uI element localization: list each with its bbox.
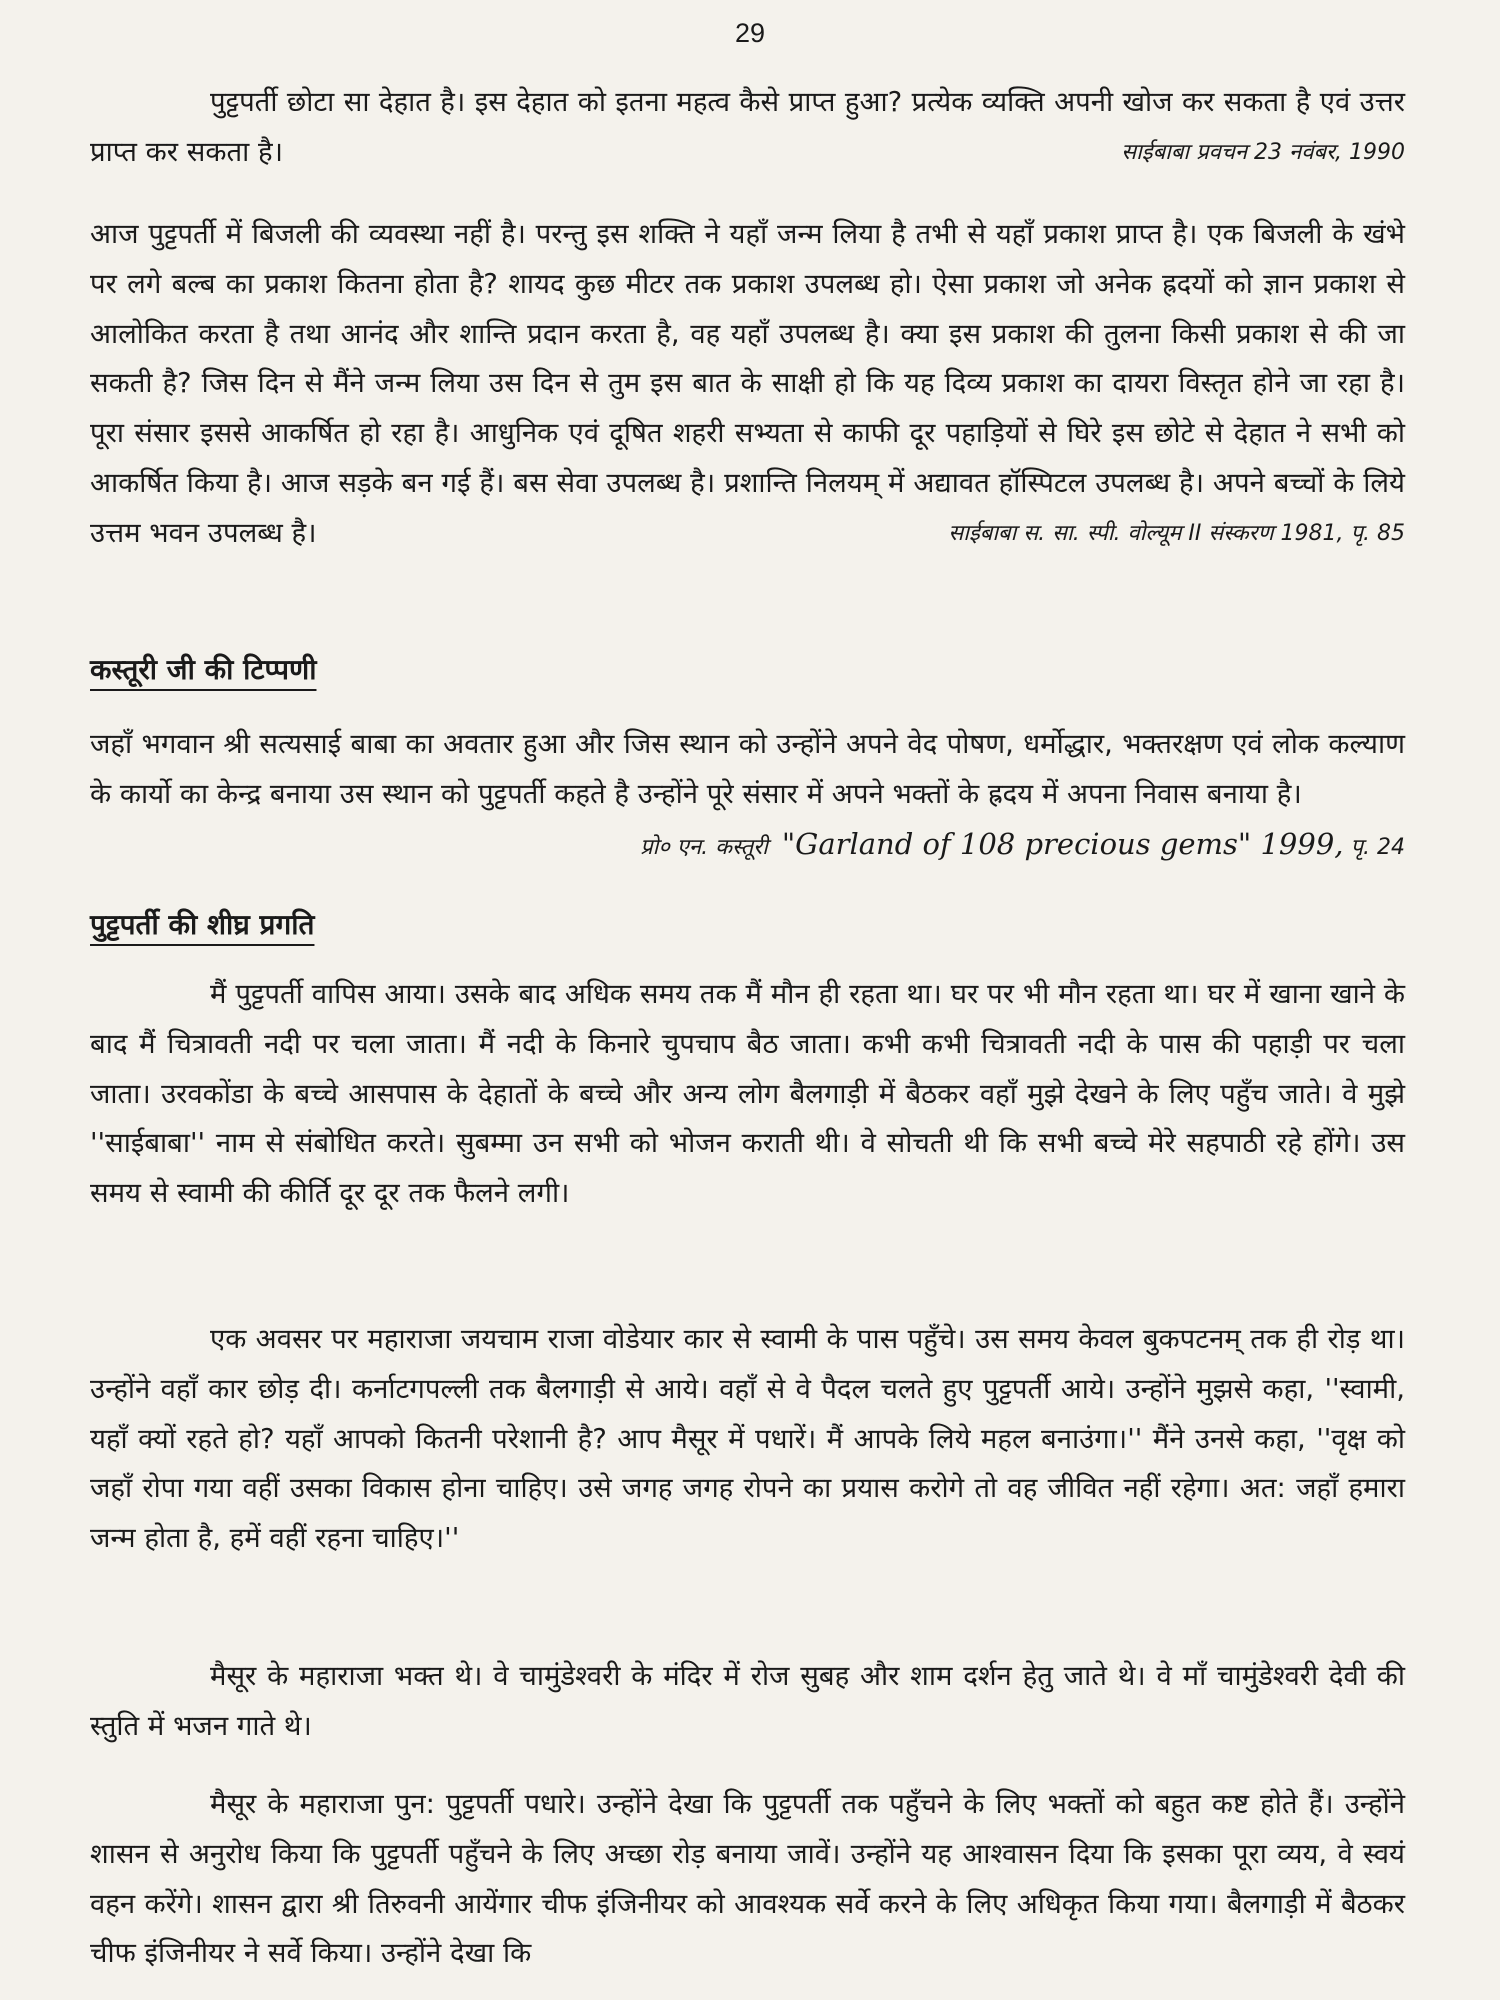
paragraph-return-text: मैं पुट्टपर्ती वापिस आया। उसके बाद अधिक समय तक मैं मौन ही रहता था। घर पर भी मौन रहता था। घर में खाना खाने के बाद मैं चित्रावती नदी पर चला जाता। मैं नदी के किनारे चुपचाप बैठ जाता। कभी कभी चित्रावती नदी के पास की पहाड़ी पर चला जाता। उरवकोंडा के बच्चे आसपास के देहातों के बच्चे और अन्य लोग बैलगाड़ी में बैठकर वहाँ मुझे देखने के लिए पहुँच जाते। वे मुझे ''साईबाबा'' नाम से संबोधित करते। सुबम्मा उन सभी को भोजन कराती थी। वे सोचती थी कि सभी बच्चे मेरे सहपाठी रहे होंगे। उस समय से स्वामी की कीर्ति दूर दूर तक फैलने लगी। <box>90 978 1405 1210</box>
paragraph-road-text: मैसूर के महाराजा पुन: पुट्टपर्ती पधारे। उन्होंने देखा कि पुट्टपर्ती तक पहुँचने के लिए भक्तों को बहुत कष्ट होते हैं। उन्होंने शासन से अनुरोध किया कि पुट्टपर्ती पहुँचने के लिए अच्छा रोड़ बनाया जावें। उन्होंने यह आश्वासन दिया कि इसका पूरा व्यय, वे स्वयं वहन करेंगे। शासन द्वारा श्री तिरुवनी आयेंगार चीफ इंजिनीयर को आवश्यक सर्वे करने के लिए अधिकृत किया गया। बैलगाड़ी में बैठकर चीफ इंजिनीयर ने सर्वे किया। उन्होंने देखा कि <box>90 1788 1405 1970</box>
citation-garland <box>640 820 1405 873</box>
paragraph-devotion-text: मैसूर के महाराजा भक्त थे। वे चामुंडेश्वरी के मंदिर में रोज सुबह और शाम दर्शन हेतु जाते थे। वे माँ चामुंडेश्वरी देवी की स्तुति में भजन गाते थे। <box>90 1660 1405 1742</box>
paragraph-maharaja-visit <box>90 1315 1405 1564</box>
paragraph-devotion <box>90 1652 1405 1752</box>
page-number: 29 <box>734 18 766 48</box>
paragraph-light <box>90 210 1405 559</box>
paragraph-road <box>90 1780 1405 1979</box>
citation-page: पृ. 24 <box>1350 834 1405 860</box>
paragraph-kasturi-text: जहाँ भगवान श्री सत्यसाई बाबा का अवतार हुआ और जिस स्थान को उन्होंने अपने वेद पोषण, धर्मोद्धार, भक्तरक्षण एवं लोक कल्याण के कार्यो का केन्द्र बनाया उस स्थान को पुट्टपर्ती कहते है उन्होंने पूरे संसार में अपने भक्तों के ह्रदय में अपना निवास बनाया है। <box>90 728 1405 810</box>
paragraph-intro <box>90 78 1405 178</box>
citation-volume: साईबाबा स. सा. स्पी. वोल्यूम II संस्करण 1981, पृ. 85 <box>948 520 1405 546</box>
paragraph-intro-text: पुट्टपर्ती छोटा सा देहात है। इस देहात को इतना महत्व कैसे प्राप्त हुआ? प्रत्येक व्यक्ति अपनी खोज कर सकता है एवं उत्तर प्राप्त कर सकता है। <box>90 86 1405 168</box>
citation-pravachan: साईबाबा प्रवचन 23 नवंबर, 1990 <box>1121 139 1405 165</box>
paragraph-return <box>90 970 1405 1219</box>
heading-progress: पुट्टपर्ती की शीघ्र प्रगति <box>90 908 315 941</box>
paragraph-light-text: आज पुट्टपर्ती में बिजली की व्यवस्था नहीं है। परन्तु इस शक्ति ने यहाँ जन्म लिया है तभी से यहाँ प्रकाश प्राप्त है। एक बिजली के खंभे पर लगे बल्ब का प्रकाश कितना होता है? शायद कुछ मीटर तक प्रकाश उपलब्ध हो। ऐसा प्रकाश जो अनेक ह्रदयों को ज्ञान प्रकाश से आलोकित करता है तथा आनंद और शान्ति प्रदान करता है, वह यहाँ उपलब्ध है। क्या इस प्रकाश की तुलना किसी प्रकाश से की जा सकती है? जिस दिन से मैंने जन्म लिया उस दिन से तुम इस बात के साक्षी हो कि यह दिव्य प्रकाश का दायरा विस्तृत होने जा रहा है। पूरा संसार इससे आकर्षित हो रहा है। आधुनिक एवं दूषित शहरी सभ्यता से काफी दूर पहाड़ियों से घिरे इस छोटे से देहात ने सभी को आकर्षित किया है। आज सड़के बन गई हैं। बस सेवा उपलब्ध है। प्रशान्ति निलयम् में अद्यावत हॉस्पिटल उपलब्ध है। अपने बच्चों के लिये उत्तम भवन उपलब्ध है। <box>90 218 1405 549</box>
paragraph-maharaja-visit-text: एक अवसर पर महाराजा जयचाम राजा वोडेयार कार से स्वामी के पास पहुँचे। उस समय केवल बुकपटनम् तक ही रोड़ था। उन्होंने वहाँ कार छोड़ दी। कर्नाटगपल्ली तक बैलगाड़ी से आये। वहाँ से वे पैदल चलते हुए पुट्टपर्ती आये। उन्होंने मुझसे कहा, ''स्वामी, यहाँ क्यों रहते हो? यहाँ आपको कितनी परेशानी है? आप मैसूर में पधारें। मैं आपके लिये महल बनाउंगा।'' मैंने उनसे कहा, ''वृक्ष को जहाँ रोपा गया वहीं उसका विकास होना चाहिए। उसे जगह जगह रोपने का प्रयास करोगे तो वह जीवित नहीं रहेगा। अत: जहाँ हमारा जन्म होता है, हमें वहीं रहना चाहिए।'' <box>90 1323 1405 1555</box>
heading-kasturi: कस्तूरी जी की टिप्पणी <box>90 653 317 686</box>
citation-author: प्रो० एन. कस्तूरी <box>640 834 768 860</box>
paragraph-kasturi <box>90 720 1405 872</box>
citation-book: "Garland of 108 precious gems" 1999, <box>781 826 1344 861</box>
